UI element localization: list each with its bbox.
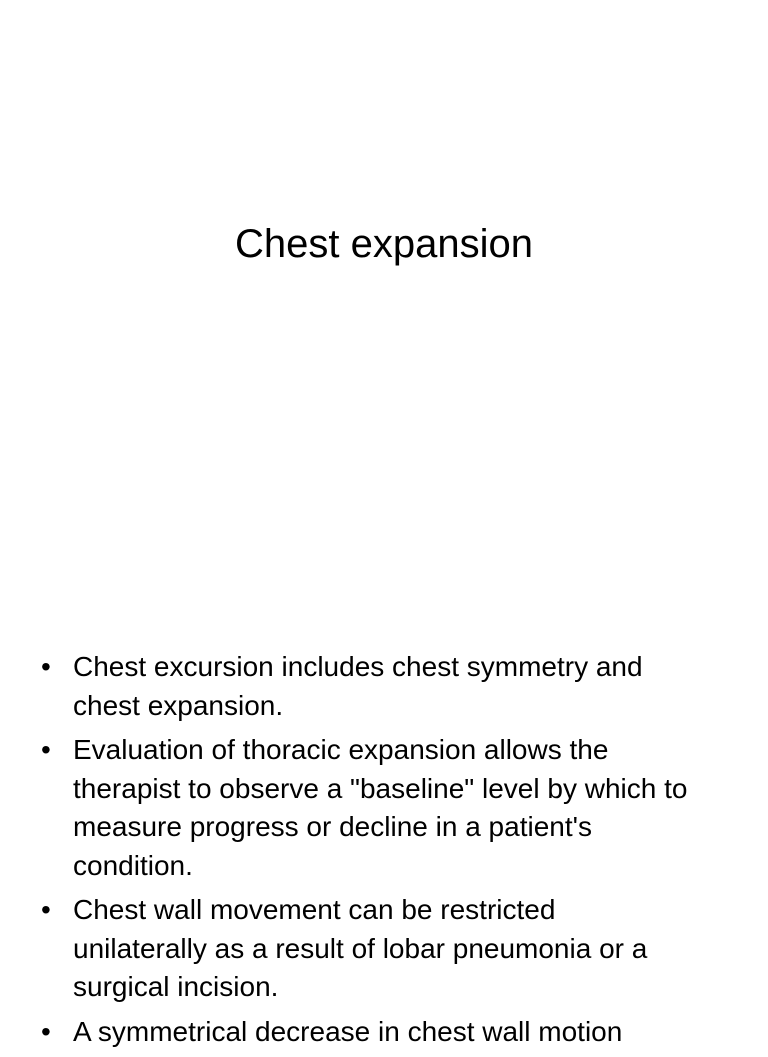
bullet-text-line: Evaluation of thoracic expansion allows the: [73, 734, 609, 765]
bullet-text-line: condition.: [73, 849, 193, 881]
bullet-dot-icon: •: [41, 894, 51, 925]
bullet-item-restriction: [36, 891, 736, 1007]
slide-title: Chest expansion: [235, 222, 533, 266]
bullet-item-symmetrical-decrease: [36, 1013, 736, 1052]
bullet-text-line: Chest excursion includes chest symmetry and: [73, 651, 643, 682]
bullet-text-line: unilaterally as a result of lobar pneumonia or a: [73, 932, 648, 964]
bullet-item-evaluation: [36, 731, 736, 885]
bullet-dot-icon: •: [41, 734, 51, 765]
bullet-dot-icon: •: [41, 651, 51, 682]
bullet-text-line: surgical incision.: [73, 971, 279, 1002]
bullet-item-excursion: [36, 648, 736, 725]
bullet-dot-icon: •: [41, 1015, 51, 1047]
bullet-list: [36, 648, 736, 1057]
bullet-text-line: A symmetrical decrease in chest wall motion: [73, 1015, 623, 1047]
bullet-text-line: chest expansion.: [73, 689, 284, 721]
bullet-text-line: Chest wall movement can be restricted: [73, 894, 556, 925]
bullet-text-line: therapist to observe a "baseline" level by which to: [73, 772, 688, 804]
bullet-text-line: measure progress or decline in a patient's: [73, 811, 592, 842]
